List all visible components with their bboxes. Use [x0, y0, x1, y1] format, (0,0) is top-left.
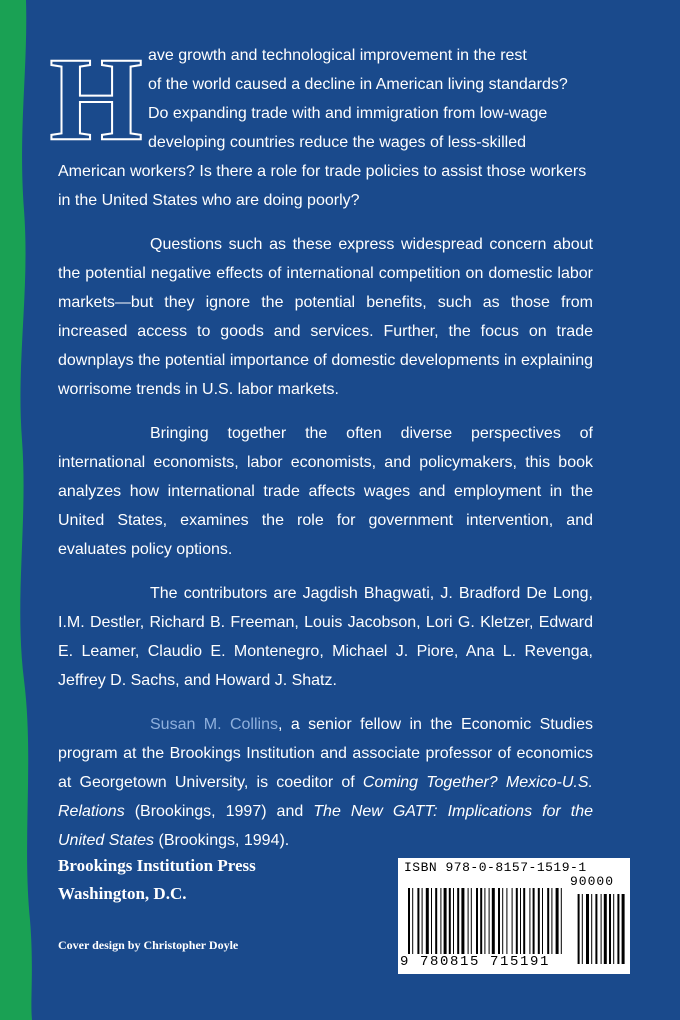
cover-design-credit: Cover design by Christopher Doyle — [58, 938, 239, 952]
author-bio-text-1: , a senior fellow in the Economic Studies program at the Brookings Institution and associate professor of economics at Georgetown University, is coeditor of — [58, 716, 593, 791]
price-code: 90000 — [570, 874, 615, 889]
book-title-1: Coming Together? Mexico-U.S. Relations — [58, 774, 593, 820]
dropcap-letter-text: H — [49, 32, 143, 165]
author-name: Susan M. Collins — [150, 716, 278, 733]
ean-number: 9 780815 715191 — [400, 954, 568, 970]
publisher-block — [58, 852, 256, 908]
paragraph-questions: Questions such as these express widespread concern about the potential negative effects of international competition on domestic labor markets—but they ignore the potential benefits, such as those from increased access to goods and services. Further, the focus on trade downplays the potential importance of domestic developments in explaining worrisome trends in U.S. labor markets. — [58, 236, 593, 398]
paragraph-contributors: The contributors are Jagdish Bhagwati, J. Bradford De Long, I.M. Destler, Richard B. Freeman, Louis Jacobson, Lori G. Kletzer, Edward E. Leamer, Claudio E. Montenegro, Michael J. Piore, Ana L. Revenga, Jeffrey D. Sachs, and Howard J. Shatz. — [58, 585, 593, 689]
paragraph-author-bio — [58, 710, 593, 855]
intro-line-1: ave growth and technological improvement in the rest — [148, 47, 527, 64]
publisher-city: Washington, D.C. — [58, 884, 187, 903]
isbn-text: ISBN 978-0-8157-1519-1 — [404, 860, 587, 875]
author-bio-text-2: (Brookings, 1997) and — [124, 803, 314, 820]
barcode-block — [398, 858, 630, 974]
intro-line-4: developing countries reduce the wages of less-skilled — [148, 134, 526, 151]
intro-line-3: Do expanding trade with and immigration from low-wage — [148, 105, 548, 122]
intro-rest: American workers? Is there a role for trade policies to assist those workers in the United States who are doing poorly? — [58, 163, 587, 209]
book-title-2: The New GATT: Implications for the United States — [58, 803, 593, 849]
dropcap-letter — [49, 32, 143, 165]
intro-line-2: of the world caused a decline in American living standards? — [148, 76, 568, 93]
paragraph-perspectives: Bringing together the often diverse perspectives of international economists, labor economists, and policymakers, this book analyzes how international trade affects wages and employment in the United States, examines the role for government intervention, and evaluates policy options. — [58, 425, 593, 558]
paragraph-intro — [49, 32, 593, 215]
publisher-name: Brookings Institution Press — [58, 856, 256, 875]
author-bio-text-3: (Brookings, 1994). — [154, 832, 290, 849]
description-text — [49, 32, 593, 855]
